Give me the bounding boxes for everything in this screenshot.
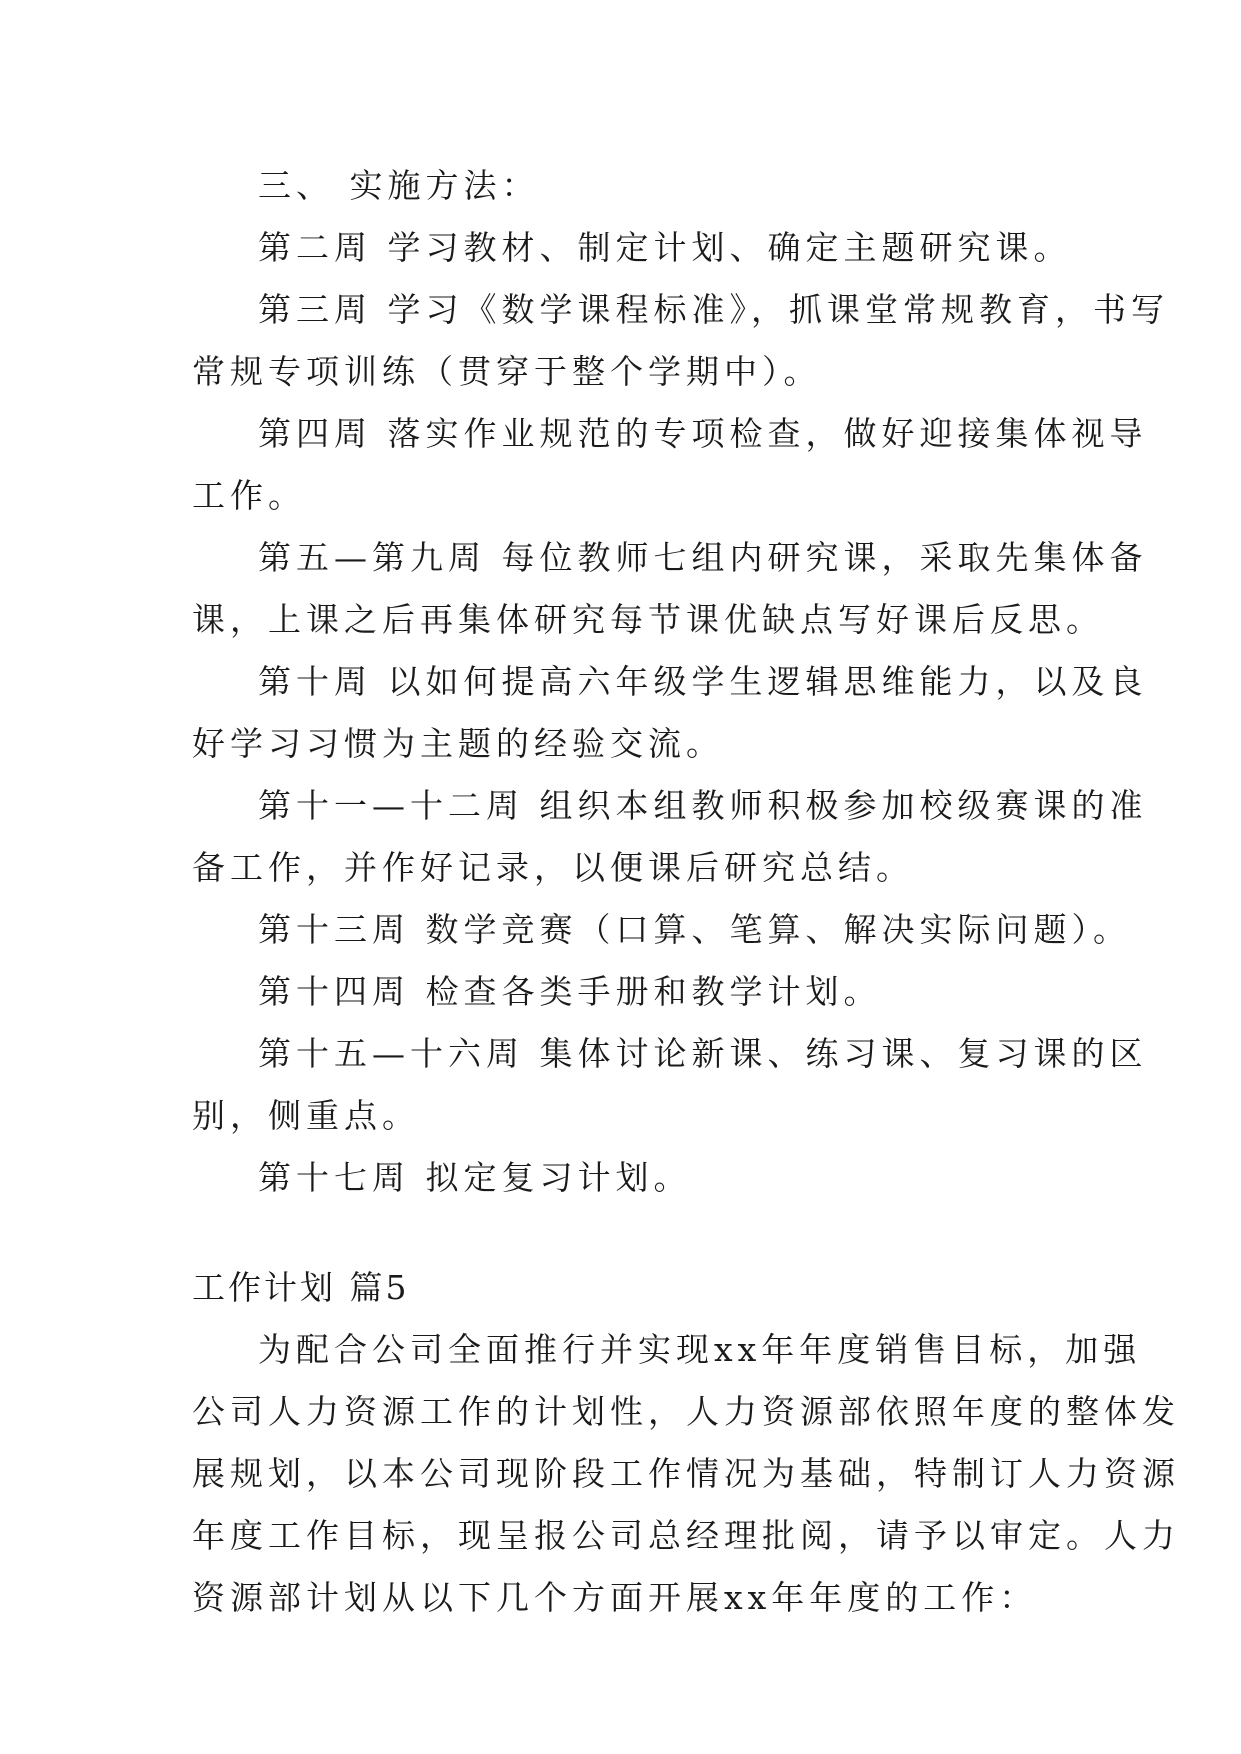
paragraph-line: 第二周 学习教材、制定计划、确定主题研究课。: [258, 228, 1072, 267]
paragraph-line: 第十七周 拟定复习计划。: [258, 1158, 692, 1197]
document-body: [192, 155, 1180, 1629]
paragraph-line: 备工作，并作好记录，以便课后研究总结。: [192, 848, 914, 887]
paragraph-line: 第十四周 检查各类手册和教学计划。: [258, 972, 882, 1011]
section-spacer: [192, 1209, 1054, 1257]
paragraph-line: 第十五—十六周 集体讨论新课、练习课、复习课的区: [258, 1034, 1148, 1073]
paragraph-line: 为配合公司全面推行并实现xx年年度销售目标，加强: [258, 1330, 1142, 1369]
paragraph-line: 工作。: [192, 476, 306, 515]
paragraph-line: 第十周 以如何提高六年级学生逻辑思维能力，以及良: [258, 662, 1148, 701]
section-heading: 三、 实施方法：: [258, 166, 540, 205]
section-title: 工作计划 篇5: [192, 1268, 410, 1307]
paragraph-line: 年度工作目标，现呈报公司总经理批阅，请予以审定。人力: [192, 1516, 1180, 1555]
paragraph-line: 常规专项训练（贯穿于整个学期中）。: [192, 352, 822, 391]
paragraph-line: 资源部计划从以下几个方面开展xx年年度的工作：: [192, 1578, 1038, 1617]
paragraph-line: 公司人力资源工作的计划性，人力资源部依照年度的整体发: [192, 1392, 1180, 1431]
paragraph-line: 第十一—十二周 组织本组教师积极参加校级赛课的准: [258, 786, 1148, 825]
paragraph-line: 第十三周 数学竞赛（口算、笔算、解决实际问题）。: [258, 910, 1131, 949]
paragraph-line: 第四周 落实作业规范的专项检查，做好迎接集体视导: [258, 414, 1148, 453]
paragraph-line: 别，侧重点。: [192, 1096, 420, 1135]
paragraph-line: 展规划，以本公司现阶段工作情况为基础，特制订人力资源: [192, 1454, 1180, 1493]
paragraph-line: 课，上课之后再集体研究每节课优缺点写好课后反思。: [192, 600, 1104, 639]
paragraph-line: 第五—第九周 每位教师七组内研究课，采取先集体备: [258, 538, 1148, 577]
paragraph-line: 第三周 学习《数学课程标准》，抓课堂常规教育，书写: [258, 290, 1169, 329]
paragraph-line: 好学习习惯为主题的经验交流。: [192, 724, 724, 763]
